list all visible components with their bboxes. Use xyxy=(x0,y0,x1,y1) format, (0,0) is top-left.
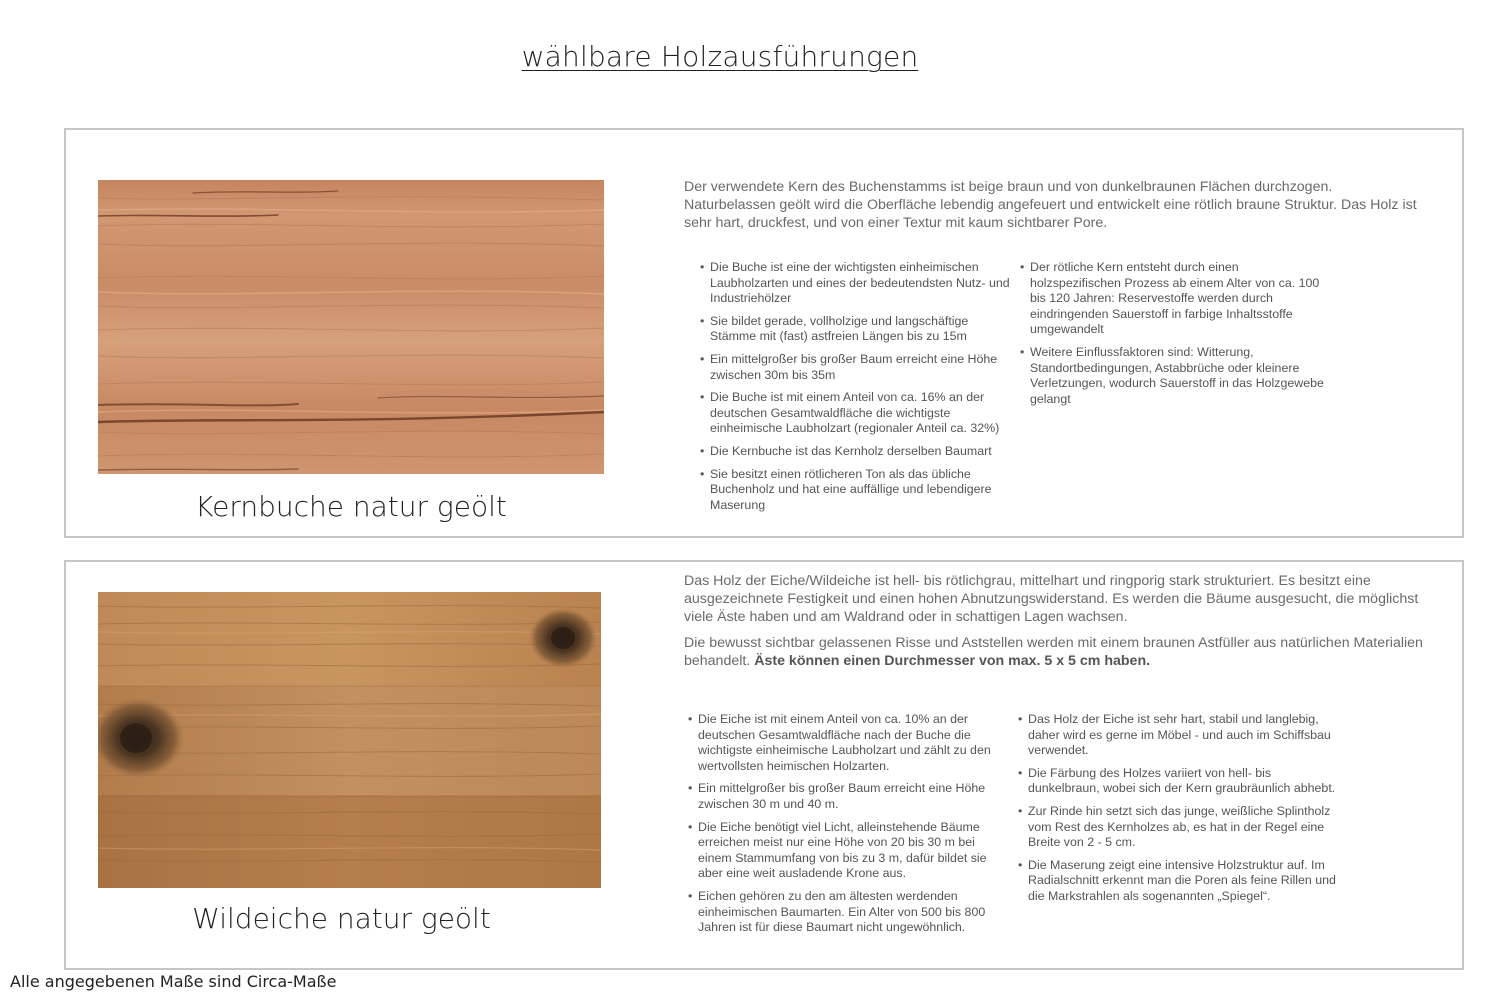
page-title-text: wählbare Holzausführungen xyxy=(521,40,919,73)
wood-intro-kernbuche: Der verwendete Kern des Buchenstamms ist beige braun und von dunkelbraunen Flächen durchzogen. Naturbelassen geölt wird die Oberfläche lebendig angefeuert und entwickelt eine rötlich braune Struktur. Das Holz ist sehr hart, druckfest, und von einer Textur mit kaum sichtbarer Pore. xyxy=(684,179,1417,231)
list-item: • Eichen gehören zu den am ältesten werdenden einheimischen Baumarten. Ein Alter von 500 bis 800 Jahren ist für diese Baumart nicht ungewöhnlich. xyxy=(686,889,1004,936)
wood-panel-kernbuche xyxy=(64,128,1464,538)
wood-intro-wildeiche: Das Holz der Eiche/Wildeiche ist hell- bis rötlichgrau, mittelhart und ringporig stark strukturiert. Es besitzt eine ausgezeichnete Festigkeit und einen hohen Abnutzungswiderstand. Es werden die Bäume ausgesucht, die möglichst viele Äste haben und am Waldrand oder in schattigen Lagen wachsen. xyxy=(684,573,1419,625)
list-item: • Die Eiche ist mit einem Anteil von ca. 10% an der deutschen Gesamtwaldfläche nach der Buche die wichtigste einheimische Laubholzart und zählt zu den wertvollsten heimischen Holzarten. xyxy=(686,712,1004,774)
list-item: • Ein mittelgroßer bis großer Baum erreicht eine Höhe zwischen 30 m und 40 m. xyxy=(686,781,1004,812)
page-title xyxy=(0,40,1440,73)
wood-intro-knot-size: Äste können einen Durchmesser von max. 5 x 5 cm haben. xyxy=(754,653,1151,669)
footer-note: Alle angegebenen Maße sind Circa-Maße xyxy=(10,972,337,991)
bullet-list-right-wildeiche xyxy=(1016,712,1336,912)
bullet-list-right-kernbuche xyxy=(1018,260,1328,414)
list-item: • Sie bildet gerade, vollholzige und langschäftige Stämme mit (fast) astfreien Längen bis zu 15m xyxy=(698,314,1010,345)
wood-name-wildeiche: Wildeiche natur geölt xyxy=(192,902,491,935)
list-item: • Die Färbung des Holzes variiert von hell- bis dunkelbraun, wobei sich der Kern graubräunlich abhebt. xyxy=(1016,766,1336,797)
list-item: • Weitere Einflussfaktoren sind: Witterung, Standortbedingungen, Astabbrüche oder kleinere Verletzungen, wodurch Sauerstoff in das Holzgewebe gelangt xyxy=(1018,345,1328,407)
wood-panel-wildeiche xyxy=(64,560,1464,970)
list-item: • Ein mittelgroßer bis großer Baum erreicht eine Höhe zwischen 30m bis 35m xyxy=(698,352,1010,383)
list-item: • Der rötliche Kern entsteht durch einen holzspezifischen Prozess ab einem Alter von ca. 100 bis 120 Jahren: Reservestoffe werden durch eindringenden Sauerstoff in farbige Inhaltsstoffe umgewandelt xyxy=(1018,260,1328,338)
list-item: • Zur Rinde hin setzt sich das junge, weißliche Splintholz vom Rest des Kernholzes ab, es hat in der Regel eine Breite von 2 - 5 cm. xyxy=(1016,804,1336,851)
list-item: • Sie besitzt einen rötlicheren Ton als das übliche Buchenholz und hat eine auffällige und lebendigere Maserung xyxy=(698,467,1010,514)
list-item: • Die Kernbuche ist das Kernholz derselben Baumart xyxy=(698,444,1010,460)
wood-swatch-wildeiche xyxy=(98,592,601,888)
list-item: • Die Maserung zeigt eine intensive Holzstruktur auf. Im Radialschnitt erkennt man die Poren als feine Rillen und die Markstrahlen als sogenannten „Spiegel“. xyxy=(1016,858,1336,905)
wood-swatch-kernbuche xyxy=(98,180,604,474)
wood-name-kernbuche: Kernbuche natur geölt xyxy=(195,490,507,523)
list-item: • Das Holz der Eiche ist sehr hart, stabil und langlebig, daher wird es gerne im Möbel - und auch im Schiffsbau verwendet. xyxy=(1016,712,1336,759)
bullet-list-left-kernbuche xyxy=(698,260,1010,520)
wood-intro-treatment-text: Die bewusst sichtbar gelassenen Risse und Aststellen werden mit einem braunen Astfüller aus natürlichen Materialien behandelt. xyxy=(684,635,1423,669)
bullet-list-left-wildeiche xyxy=(686,712,1004,943)
list-item: • Die Buche ist mit einem Anteil von ca. 16% an der deutschen Gesamtwaldfläche die wichtigste einheimische Laubholzart (regionaler Anteil ca. 32%) xyxy=(698,390,1010,437)
list-item: • Die Eiche benötigt viel Licht, alleinstehende Bäume erreichen meist nur eine Höhe von 20 bis 30 m bei einem Stammumfang von bis zu 3 m, dafür bildet sie aber eine weit ausladende Krone aus. xyxy=(686,820,1004,882)
list-item: • Die Buche ist eine der wichtigsten einheimischen Laubholzarten und eines der bedeutendsten Nutz- und Industriehölzer xyxy=(698,260,1010,307)
wood-intro-wildeiche-treatment xyxy=(684,634,1424,670)
